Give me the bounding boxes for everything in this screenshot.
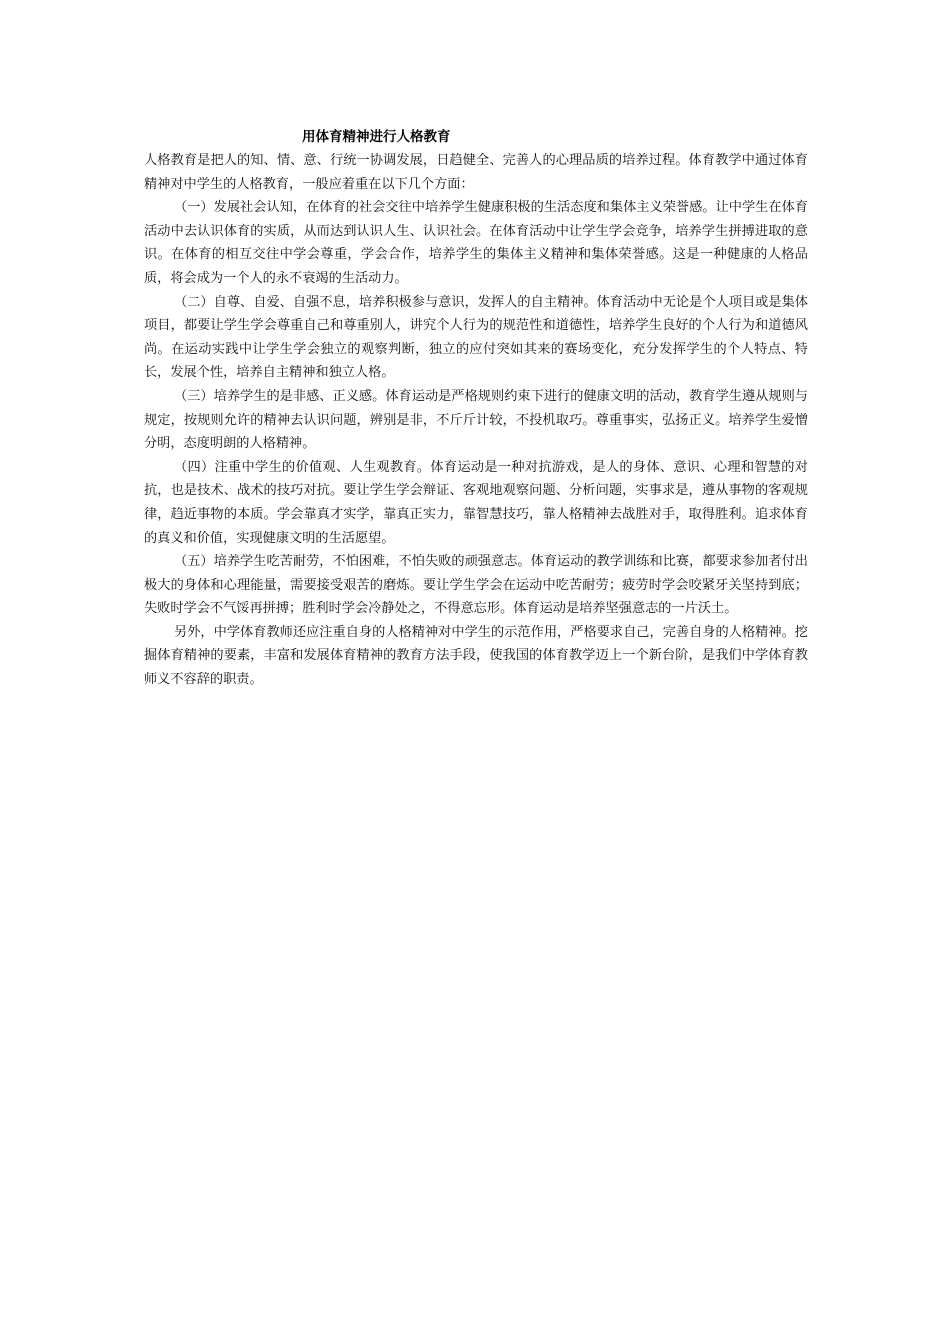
document-title: 用体育精神进行人格教育 <box>302 129 451 145</box>
paragraph-5: （五）培养学生吃苦耐劳，不怕困难，不怕失败的顽强意志。体育运动的教学训练和比赛，都要求参加者付出极大的身体和心理能量，需要接受艰苦的磨炼。要让学生学会在运动中吃苦耐劳；疲劳时学会咬紧牙关坚持到底；失败时学会不气馁再拼搏；胜利时学会冷静处之，不得意忘形。体育运动是培养坚强意志的一片沃土。 <box>144 554 808 617</box>
closing-paragraph: 另外，中学体育教师还应注重自身的人格精神对中学生的示范作用，严格要求自己，完善自身的人格精神。挖掘体育精神的要素，丰富和发展体育精神的教育方法手段，使我国的体育教学迈上一个新台阶，是我们中学体育教师义不容辞的职责。 <box>144 624 808 688</box>
paragraph-3: （三）培养学生的是非感、正义感。体育运动是严格规则约束下进行的健康文明的活动，教育学生遵从规则与规定，按规则允许的精神去认识问题，辨别是非，不斤斤计较，不投机取巧。尊重事实，弘扬正义。培养学生爱憎分明，态度明朗的人格精神。 <box>144 388 808 452</box>
intro-paragraph: 人格教育是把人的知、情、意、行统一协调发展，日趋健全、完善人的心理品质的培养过程。体育教学中通过体育精神对中学生的人格教育，一般应着重在以下几个方面： <box>144 153 808 192</box>
paragraph-4: （四）注重中学生的价值观、人生观教育。体育运动是一种对抗游戏，是人的身体、意识、心理和智慧的对抗，也是技术、战术的技巧对抗。要让学生学会辩证、客观地观察问题、分析问题，实事求是，遵从事物的客观规律，趋近事物的本质。学会靠真才实学，靠真正实力，靠智慧技巧，靠人格精神去战胜对手，取得胜利。追求体育的真义和价值，实现健康文明的生活愿望。 <box>144 459 808 546</box>
paragraph-2: （二）自尊、自爱、自强不息，培养积极参与意识，发挥人的自主精神。体育活动中无论是个人项目或是集体项目，都要让学生学会尊重自己和尊重别人，讲究个人行为的规范性和道德性，培养学生良好的个人行为和道德风尚。在运动实践中让学生学会独立的观察判断，独立的应付突如其来的赛场变化，充分发挥学生的个人特点、特长，发展个性，培养自主精神和独立人格。 <box>144 294 808 381</box>
paragraph-1: （一）发展社会认知，在体育的社会交往中培养学生健康积极的生活态度和集体主义荣誉感。让中学生在体育活动中去认识体育的实质，从而达到认识人生、认识社会。在体育活动中让学生学会竞争，培养学生拼搏进取的意识。在体育的相互交往中学会尊重，学会合作，培养学生的集体主义精神和集体荣誉感。这是一种健康的人格品质，将会成为一个人的永不衰竭的生活动力。 <box>144 200 808 286</box>
document-body <box>144 125 808 692</box>
